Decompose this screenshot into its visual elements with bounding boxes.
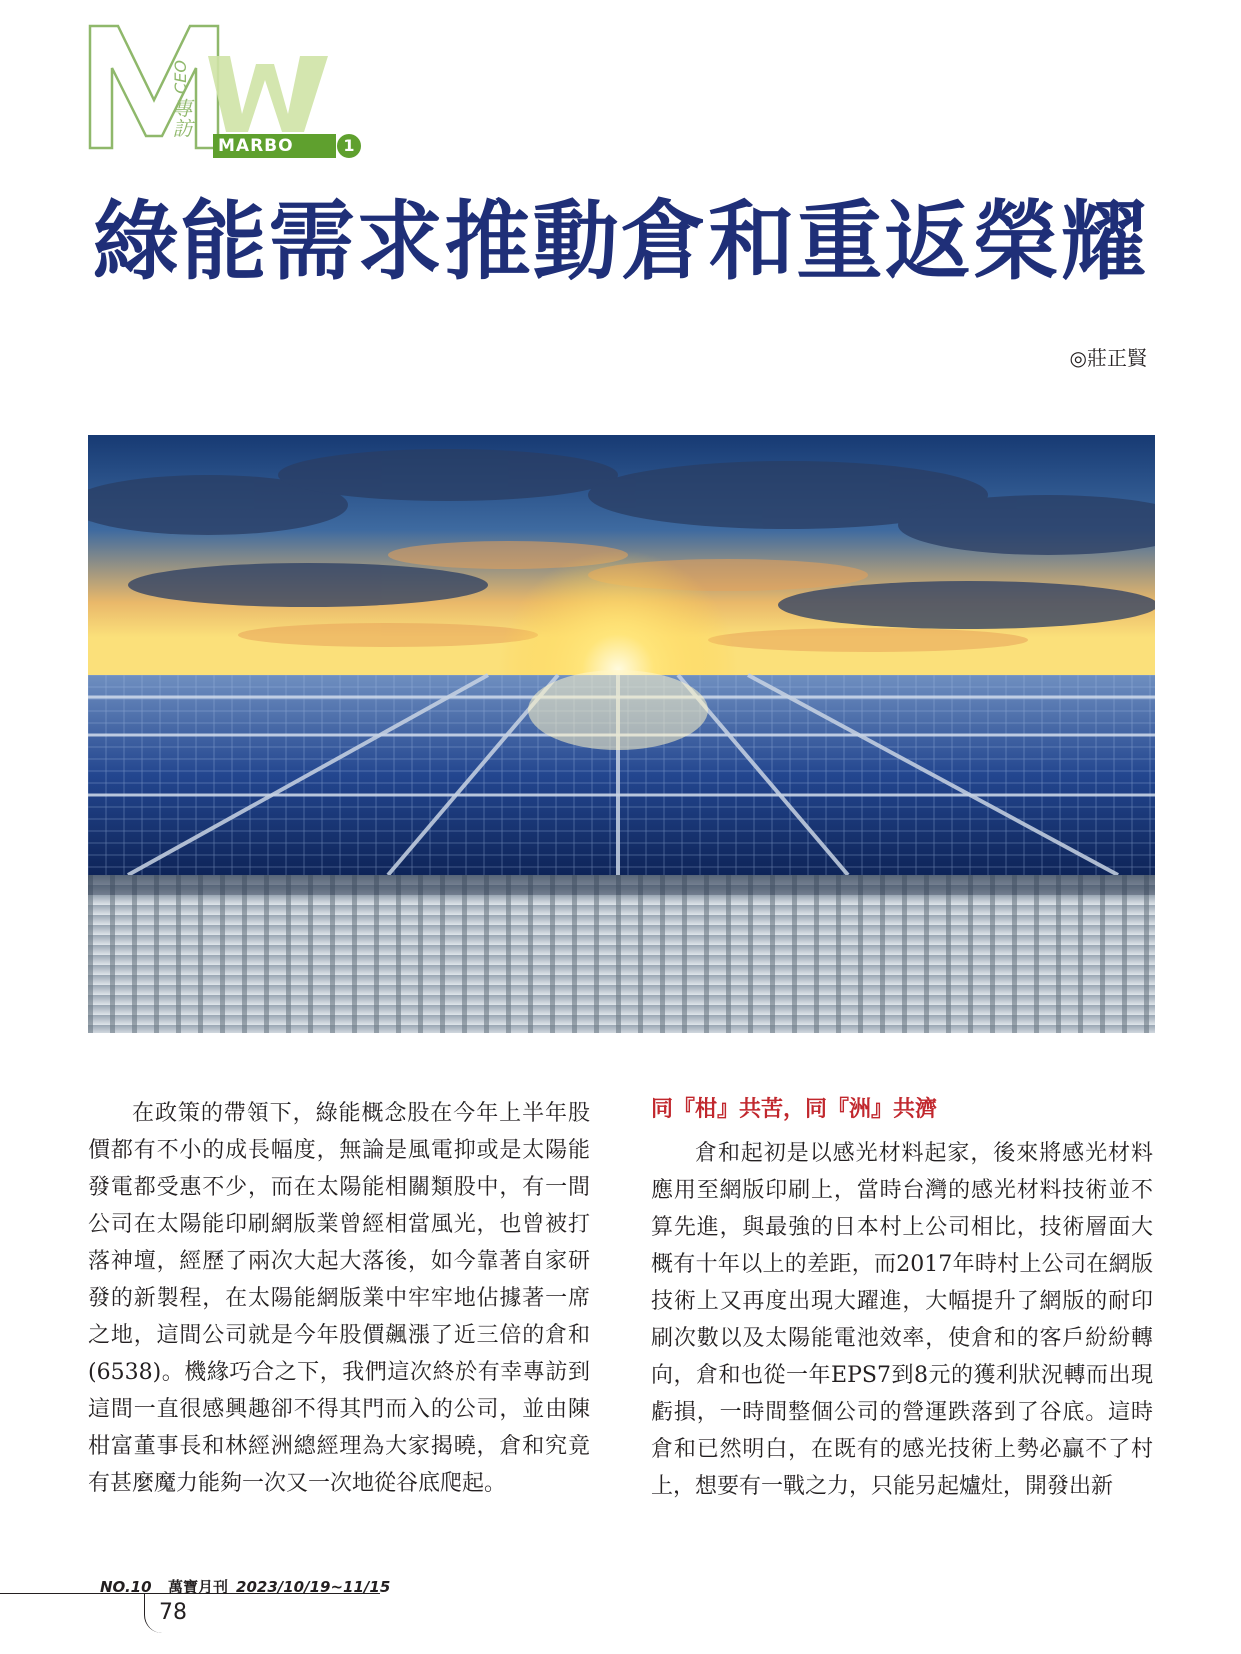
section-label-en: CEO [171, 60, 190, 94]
article-title: 綠能需求推動倉和重返榮耀 [92, 192, 1149, 292]
section-label-zh: 專訪 [169, 97, 193, 138]
section-label [166, 60, 196, 138]
section-subheading: 同『柑』共苦，同『洲』共濟 [651, 1097, 938, 1122]
article-column-left [88, 1095, 590, 1502]
issue-date-range: 2023/10/19~11/15 [236, 1578, 391, 1596]
mw-logo-letters [88, 18, 348, 153]
footer-publication [168, 1576, 390, 1597]
solar-panels-illustration [88, 435, 1155, 1033]
page-number: 78 [159, 1600, 187, 1625]
article-author: ◎莊正賢 [1069, 346, 1147, 370]
intro-paragraph: 在政策的帶領下，綠能概念股在今年上半年股價都有不小的成長幅度，無論是風電抑或是太陽能發電都受惠不少，而在太陽能相關類股中，有一間公司在太陽能印刷網版業曾經相當風光，也曾被打落神壇，經歷了兩次大起大落後，如今靠著自家研發的新製程，在太陽能網版業中牢牢地佔據著一席之地，這間公司就是今年股價飆漲了近三倍的倉和(6538)。機緣巧合之下，我們這次終於有幸專訪到這間一直很感興趣卻不得其門而入的公司，並由陳柑富董事長和林經洲總經理為大家揭曉，倉和究竟有甚麼魔力能夠一次又一次地從谷底爬起。 [88, 1101, 590, 1496]
body-paragraph: 倉和起初是以感光材料起家，後來將感光材料應用至網版印刷上，當時台灣的感光材料技術並不算先進，與最強的日本村上公司相比，技術層面大概有十年以上的差距，而2017年時村上公司在網版技術上又再度出現大躍進，大幅提升了網版的耐印刷次數以及太陽能電池效率，使倉和的客戶紛紛轉向，倉和也從一年EPS7到8元的獲利狀況轉而出現虧損，一時間整個公司的營運跌落到了谷底。這時倉和已然明白，在既有的感光技術上勢必贏不了村上，想要有一戰之力，只能另起爐灶，開發出新 [651, 1141, 1153, 1499]
brand-number-badge: 1 [336, 133, 362, 159]
magazine-name: 萬寶月刊 [168, 1578, 229, 1596]
article-column-right [651, 1095, 1153, 1505]
hero-photo-solar-panels [88, 435, 1155, 1033]
issue-number: NO.10 [100, 1578, 152, 1596]
brand-name: MARBO [218, 136, 294, 156]
